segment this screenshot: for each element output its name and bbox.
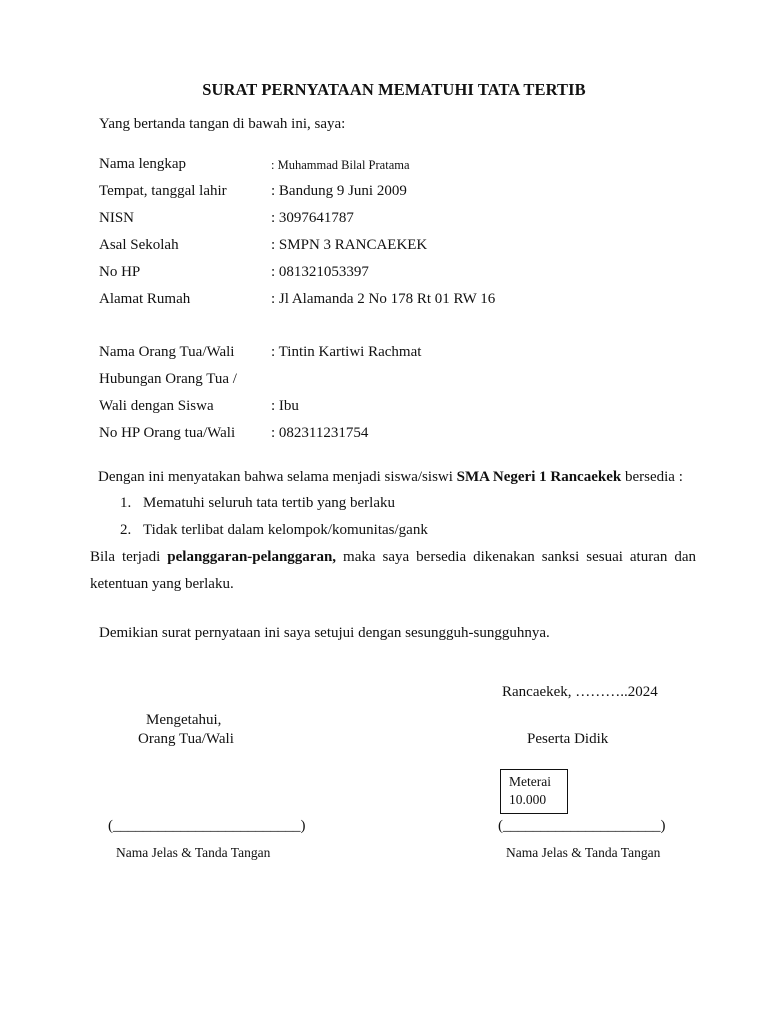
- statement-suffix: bersedia :: [621, 469, 683, 485]
- field-value-ttl: : Bandung 9 Juni 2009: [271, 183, 407, 199]
- field-label-ttl: Tempat, tanggal lahir: [99, 183, 227, 199]
- meterai-stamp-box: [500, 769, 568, 814]
- place-date: Rancaekek, ………..2024: [502, 684, 658, 700]
- student-signature-line: (_____________________): [498, 818, 666, 834]
- document-title: SURAT PERNYATAAN MEMATUHI TATA TERTIB: [202, 80, 586, 99]
- rule-number: 1.: [120, 495, 132, 511]
- parent-signature-caption: Nama Jelas & Tanda Tangan: [116, 845, 271, 860]
- parent-role: Orang Tua/Wali: [138, 731, 234, 747]
- rule-text: Tidak terlibat dalam kelompok/komunitas/gank: [143, 522, 428, 538]
- sanction-suffix: maka saya bersedia dikenakan sanksi sesuai aturan dan: [336, 549, 697, 565]
- parent-acknowledge: Mengetahui,: [146, 712, 222, 728]
- field-label-hubungan-2: Wali dengan Siswa: [99, 398, 214, 414]
- field-label-sekolah: Asal Sekolah: [99, 237, 179, 253]
- field-value-nama: : Muhammad Bilal Pratama: [271, 158, 410, 172]
- field-label-nohp: No HP: [99, 264, 141, 280]
- sanction-bold: pelanggaran-pelanggaran,: [167, 549, 337, 565]
- statement-text: [98, 469, 683, 486]
- field-value-hubungan: : Ibu: [271, 398, 299, 414]
- meterai-label: Meterai: [509, 774, 551, 789]
- sanction-line-1: [90, 549, 696, 566]
- closing-text: Demikian surat pernyataan ini saya setujui dengan sesungguh-sungguhnya.: [99, 625, 550, 641]
- field-label-nohp-ortu: No HP Orang tua/Wali: [99, 425, 236, 441]
- statement-prefix: Dengan ini menyatakan bahwa selama menjadi siswa/siswi: [98, 469, 457, 485]
- field-value-nohp: : 081321053397: [271, 264, 369, 280]
- field-label-nama-ortu: Nama Orang Tua/Wali: [99, 344, 235, 360]
- field-label-hubungan-1: Hubungan Orang Tua /: [99, 371, 237, 387]
- field-value-alamat: : Jl Alamanda 2 No 178 Rt 01 RW 16: [271, 291, 496, 307]
- parent-signature-line: (_________________________): [108, 818, 306, 834]
- field-value-sekolah: : SMPN 3 RANCAEKEK: [271, 237, 428, 253]
- school-name: SMA Negeri 1 Rancaekek: [456, 469, 622, 485]
- rule-text: Mematuhi seluruh tata tertib yang berlaku: [143, 495, 396, 511]
- intro-text: Yang bertanda tangan di bawah ini, saya:: [99, 116, 346, 132]
- field-value-nisn: : 3097641787: [271, 210, 354, 226]
- field-label-alamat: Alamat Rumah: [99, 291, 191, 307]
- student-role: Peserta Didik: [527, 731, 609, 747]
- field-value-nama-ortu: : Tintin Kartiwi Rachmat: [271, 344, 422, 360]
- sanction-line-2: ketentuan yang berlaku.: [90, 576, 234, 592]
- field-label-nisn: NISN: [99, 210, 135, 226]
- sanction-prefix: Bila terjadi: [90, 549, 168, 565]
- field-value-nohp-ortu: : 082311231754: [271, 425, 369, 441]
- field-label-nama: Nama lengkap: [99, 156, 187, 172]
- meterai-value: 10.000: [509, 792, 547, 807]
- student-signature-caption: Nama Jelas & Tanda Tangan: [506, 845, 661, 860]
- rule-number: 2.: [120, 522, 132, 538]
